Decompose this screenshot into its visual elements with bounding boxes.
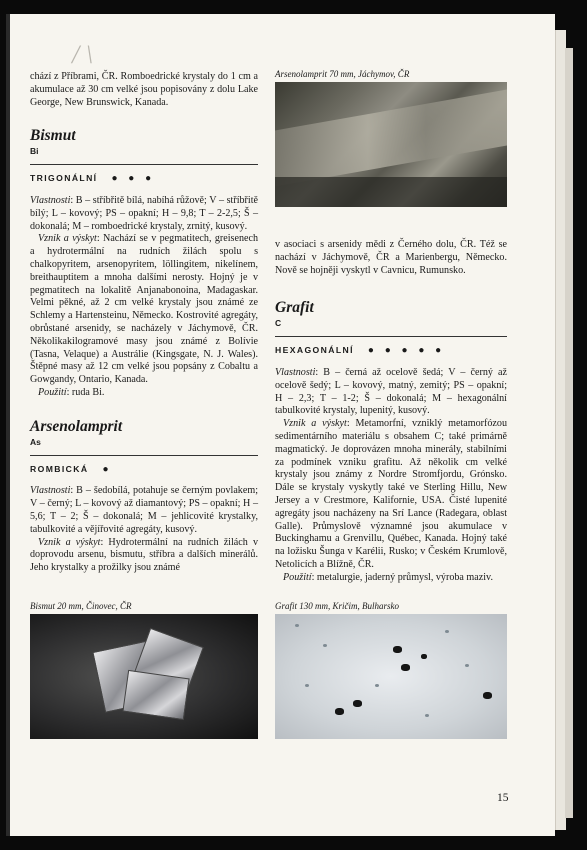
grafit-occurrence: Vznik a výskyt: Metamorfní, vzniklý metamorfózou sedimentárního materiálu s obsahem C; také primárně magmatický. Je doprovázen mnoha minerály, stabilními za podmínek vzniku grafitu. Až několik cm velké krystaly jsou známy z Nordre Stromfjordu, Grónsko. Dále se krystaly vyskytly také ve Sterling Hillu, New Jersey a v Crestmore, Kalifornie, USA. Čisté lupenité agregáty jsou nacházeny na Srí Lance (Radegara, oblast Galle). Průmyslově významné jsou akumulace v Buckinghamu a Grenvillu, Québec, Kanada. Hojný také na ložisku Šunga v Karélii, Rusko; v Českém Krumlově, Netolicích a Blížně, ČR. xyxy=(275,418,508,570)
bismut-photo xyxy=(30,614,258,739)
arsenolamprit-photo xyxy=(275,82,507,207)
bismut-crystal-system: TRIGONÁLNÍ ● ● ● xyxy=(30,173,156,185)
grafit-photo-caption: Grafit 130 mm, Kričim, Bulharsko xyxy=(275,601,400,611)
rarity-dots: ● ● ● ● ● xyxy=(367,345,446,357)
bismut-photo-caption: Bismut 20 mm, Činovec, ČR xyxy=(30,601,132,611)
arsenolamprit-photo-caption: Arsenolamprit 70 mm, Jáchymov, ČR xyxy=(275,69,410,79)
bismut-occurrence: Vznik a výskyt: Nachází se v pegmatitech, greisenech a hydrotermální na rudních žilách spolu s chalkopyritem, arsenopyritem, löllingitem, nikelínem, breithauptitem a mnoha dalšími nerosty. Hojný je v pegmatitech na lokalitě Anjanabonoina, Madagaskar. Velmi pěkné, až 2 cm velké krystaly jsou známé ze Schlemy a Hartensteinu, Německo. Kostrovité agregáty, obrůstané arsenidy, se nacházely v Jáchymově, ČR. Několikakilogramové masy jsou známé z Bolívie (Tasna, Velaque) a Austrálie (Kingsgate, N. J. Wales). Štěpné masy až 12 cm velké jsou popsány z Cobaltu a Gowgandy, Ontario, Kanada. xyxy=(30,233,258,386)
bismut-formula: Bi xyxy=(30,146,39,157)
continuation-text: chází z Příbrami, ČR. Romboedrické krystaly do 1 cm a akumulace až 30 cm velké jsou popisovány z dolu Lake George, New Brunswick, Kanada. xyxy=(30,71,258,108)
grafit-use: Použití: metalurgie, jaderný průmysl, výroba maziv. xyxy=(283,571,493,583)
divider xyxy=(30,455,258,456)
divider xyxy=(30,164,258,165)
bismut-title: Bismut xyxy=(30,127,76,145)
bismut-use: Použití: ruda Bi. xyxy=(38,386,105,398)
arsenolamprit-title: Arsenolamprit xyxy=(30,417,123,435)
arsenolamprit-formula: As xyxy=(30,436,41,447)
right-column xyxy=(275,239,507,585)
grafit-crystal-system: HEXAGONÁLNÍ ● ● ● ● ● xyxy=(275,345,446,357)
left-column xyxy=(30,71,258,575)
rarity-dots: ● ● ● xyxy=(111,173,156,185)
grafit-properties: Vlastnosti: B – černá až ocelově šedá; V – černý až ocelově šedý; L – kovový, matný, zemitý; PS – opakní; H – 2,3; T – 1-2; Š – dokonalá; M – hexagonální tabulkovité krystaly, lupenitý, kusový. xyxy=(275,366,507,417)
arsenolamprit-crystal-system: ROMBICKÁ ● xyxy=(30,463,113,475)
continuation-text-right: v asociaci s arsenidy mědi z Černého dolu, ČR. Též se nachází v Jáchymově, ČR a Marienbergu, Německo. Nově se hojněji vyskytl v Cavnicu, Rumunsko. xyxy=(275,239,507,276)
pencil-mark: / \ xyxy=(72,40,93,69)
divider xyxy=(275,336,507,337)
grafit-title: Grafit xyxy=(275,299,314,317)
bismut-crystal xyxy=(122,670,189,720)
bismut-properties: Vlastnosti: B – stříbřitě bílá, nabíhá růžově; V – stříbřitě bílý; L – kovový; PS – opakní; H – 9,8; T – 2-2,5; Š – dokonalá; M – romboedrické krystaly, zrnitý, kusový. xyxy=(30,194,258,232)
arsenolamprit-properties: Vlastnosti: B – šedobílá, potahuje se černým povlakem; V – černý; L – kovový až diamantový; PS – opakní; H – 5,6; T – 2; Š – dokonalá; M – jehlicovité krystalky, tabulkovité a vějířovité agregáty, kusový. xyxy=(30,485,258,535)
page-number: 15 xyxy=(497,792,509,804)
arsenolamprit-figure xyxy=(275,69,507,207)
arsenolamprit-occurrence: Vznik a výskyt: Hydrotermální na rudních žilách v doprovodu arsenu, bismutu, stříbra a dalších minerálů. Jeho krystalky a prožilky jsou známé xyxy=(30,536,258,574)
page-edge-back xyxy=(565,48,573,818)
rarity-dots: ● xyxy=(102,463,113,475)
grafit-figure xyxy=(275,601,507,739)
bismut-figure xyxy=(30,601,258,739)
grafit-formula: C xyxy=(275,318,282,329)
grafit-photo xyxy=(275,614,507,739)
